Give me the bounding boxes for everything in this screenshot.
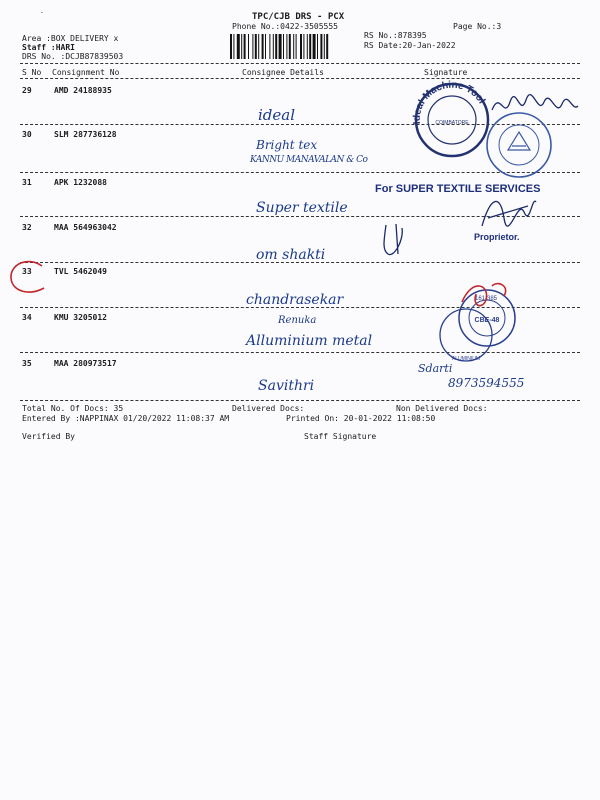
barcode-bar	[241, 34, 242, 59]
barcode-bar	[320, 34, 322, 59]
barcode-bar	[313, 34, 316, 59]
stamp-cbe-number: 161-385	[474, 296, 498, 302]
rs-number: RS No.:878395	[364, 31, 427, 40]
barcode-bar	[279, 34, 282, 59]
barcode-bar	[286, 34, 287, 59]
barcode-bar	[300, 34, 302, 59]
printed-on: Printed On: 20-01-2022 11:08:50	[286, 414, 436, 423]
col-signature: Signature	[424, 68, 468, 77]
barcode-bar	[283, 34, 284, 59]
row-rule	[20, 400, 580, 401]
handwritten-signature: Sdarti	[418, 362, 453, 375]
delivered-docs: Delivered Docs:	[232, 404, 305, 413]
row-sno: 32	[22, 223, 32, 232]
barcode-bar	[255, 34, 257, 59]
handwritten-consignee: Bright tex	[256, 138, 318, 152]
barcode-bar	[230, 34, 232, 59]
barcode-bar	[269, 34, 270, 59]
barcode-bar	[248, 34, 249, 59]
round-company-stamp	[484, 110, 554, 180]
row-consignment: AMD 24188935	[54, 86, 112, 95]
handwritten-consignee: Savithri	[258, 378, 315, 394]
barcode-bar	[324, 34, 325, 59]
row-consignment: KMU 3205012	[54, 313, 107, 322]
stamp-aluminium-text: ALUMINIUM	[451, 356, 481, 362]
proprietor-stamp: Proprietor.	[474, 232, 520, 242]
stamp-cbe-text: CBE-48	[474, 317, 500, 324]
barcode-bar	[303, 34, 304, 59]
handwritten-consignee: om shakti	[256, 247, 326, 263]
handwritten-consignee: Alluminium metal	[246, 333, 373, 349]
ideal-machine-tool-stamp	[412, 80, 492, 160]
super-textile-stamp: For SUPER TEXTILE SERVICES	[375, 183, 541, 195]
column-rule	[20, 78, 580, 79]
barcode-bar	[326, 34, 328, 59]
barcode-bar	[273, 34, 274, 59]
phone-number: Phone No.:0422-3505555	[232, 22, 338, 31]
barcode-bar	[237, 34, 240, 59]
drs-number: DRS No. :DCJB87839503	[22, 52, 124, 61]
row-sno: 33	[22, 267, 32, 276]
row-consignment: SLM 287736128	[54, 130, 117, 139]
col-consignment: Consignment No	[52, 68, 120, 77]
staff-signature: Staff Signature	[304, 432, 377, 441]
handwritten-consignee: KANNU MANAVALAN & Co	[250, 155, 368, 165]
document-title: TPC/CJB DRS - PCX	[252, 12, 345, 22]
total-docs: Total No. Of Docs: 35	[22, 404, 124, 413]
handwritten-consignee: chandrasekar	[246, 292, 344, 308]
header-rule	[20, 63, 580, 64]
barcode-bar	[289, 34, 291, 59]
handwritten-consignee: ideal	[258, 106, 296, 124]
row-consignment: MAA 280973517	[54, 359, 117, 368]
barcode-bar	[262, 34, 264, 59]
corner-mark: -	[40, 9, 44, 16]
non-delivered-docs: Non Delivered Docs:	[396, 404, 488, 413]
stamp-ideal-text: Ideal Machine Tool	[411, 79, 488, 125]
col-sno: S No	[22, 68, 42, 77]
barcode-bar	[252, 34, 253, 59]
barcode	[230, 34, 355, 59]
red-circle-mark	[6, 258, 50, 298]
row-sno: 31	[22, 178, 32, 187]
row-sno: 30	[22, 130, 32, 139]
row-consignment: MAA 564963042	[54, 223, 117, 232]
page-number: Page No.:3	[453, 22, 502, 31]
barcode-bar	[293, 34, 294, 59]
barcode-bar	[258, 34, 259, 59]
barcode-bar	[317, 34, 318, 59]
stamp-coimbatore-text: COIMBATORE	[435, 120, 469, 126]
row-sno: 35	[22, 359, 32, 368]
handwritten-consignee: Super textile	[256, 200, 348, 216]
row-consignment: TVL 5462049	[54, 267, 107, 276]
row-sno: 29	[22, 86, 32, 95]
handwritten-consignee: Renuka	[278, 315, 317, 326]
verified-by: Verified By	[22, 432, 75, 441]
rs-date: RS Date:20-Jan-2022	[364, 41, 456, 50]
barcode-bar	[275, 34, 277, 59]
cbe-round-stamp	[432, 280, 532, 370]
barcode-bar	[244, 34, 246, 59]
staff-label: Staff :HARI	[22, 43, 75, 52]
row-consignment: APK 1232088	[54, 178, 107, 187]
barcode-bar	[233, 34, 234, 59]
signature-scribble	[376, 220, 416, 260]
row-sno: 34	[22, 313, 32, 322]
col-consignee: Consignee Details	[242, 68, 324, 77]
barcode-bar	[265, 34, 266, 59]
handwritten-phone: 8973594555	[448, 376, 525, 390]
area-label: Area :BOX DELIVERY x	[22, 34, 119, 43]
entered-by: Entered By :NAPPINAX 01/20/2022 11:08:37 AM	[22, 414, 230, 423]
barcode-bar	[309, 34, 311, 59]
barcode-bar	[296, 34, 297, 59]
barcode-bar	[307, 34, 308, 59]
